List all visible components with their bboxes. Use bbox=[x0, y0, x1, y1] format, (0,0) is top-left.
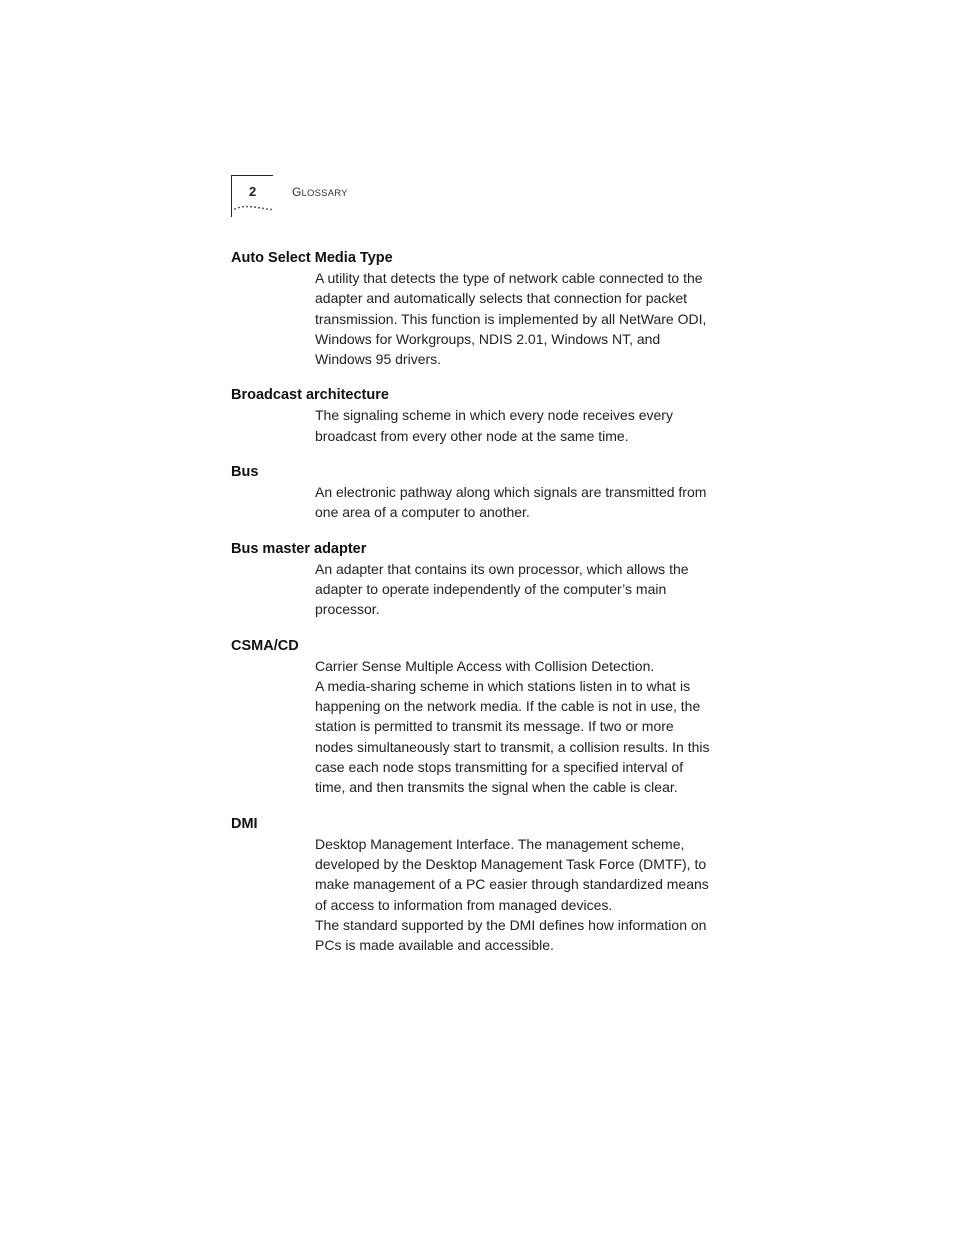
definition-paragraph: A utility that detects the type of network cable connected to the adapter and automatically selects that connection for packet transmission. This function is implemented by all NetWare ODI, Windows for Workgroups, NDIS 2.01, Windows NT, and Windows 95 drivers. bbox=[315, 270, 707, 368]
running-head-rest: LOSSARY bbox=[301, 188, 348, 199]
glossary-term: Auto Select Media Type bbox=[231, 250, 393, 266]
glossary-term: Broadcast architecture bbox=[231, 387, 389, 404]
glossary-definition bbox=[315, 405, 710, 446]
glossary-entry bbox=[231, 385, 711, 446]
running-head bbox=[292, 185, 348, 199]
definition-paragraph: Carrier Sense Multiple Access with Collision Detection. bbox=[315, 657, 655, 674]
page-header bbox=[231, 175, 431, 219]
glossary-entry bbox=[231, 248, 711, 369]
page-number: 2 bbox=[249, 184, 257, 199]
definition-paragraph: The standard supported by the DMI defines how information on PCs is made available and accessible. bbox=[315, 916, 707, 954]
definition-paragraph: A media-sharing scheme in which stations listen in to what is happening on the network media. If the cable is not in use, the station is permitted to transmit its message. If two or more nodes simultaneously start to transmit, a collision results. In this case each node stops transmitting for a specified interval of time, and then transmits the signal when the cable is clear. bbox=[315, 677, 710, 796]
definition-paragraph: An electronic pathway along which signals are transmitted from one area of a computer to another. bbox=[315, 484, 707, 521]
glossary-term: Bus master adapter bbox=[231, 540, 367, 557]
dotted-curve-decoration bbox=[233, 203, 275, 217]
definition-paragraph: An adapter that contains its own processor, which allows the adapter to operate independently of the computer’s main processor. bbox=[315, 560, 689, 618]
glossary-definition bbox=[315, 834, 710, 956]
glossary-list bbox=[231, 248, 711, 971]
glossary-term: CSMA/CD bbox=[231, 637, 299, 654]
glossary-entry bbox=[231, 539, 711, 620]
glossary-definition bbox=[315, 656, 710, 798]
definition-paragraph: Desktop Management Interface. The management scheme, developed by the Desktop Management Task Force (DMTF), to make management of a PC easier through standardized means of access to information from managed devices. bbox=[315, 835, 709, 913]
glossary-entry bbox=[231, 814, 711, 956]
glossary-definition bbox=[315, 482, 710, 523]
definition-paragraph: The signaling scheme in which every node receives every broadcast from every other node at the same time. bbox=[315, 407, 673, 444]
glossary-entry bbox=[231, 462, 711, 523]
glossary-definition bbox=[315, 559, 710, 620]
glossary-term: Bus bbox=[231, 464, 259, 481]
glossary-entry bbox=[231, 636, 711, 798]
running-head-initial: G bbox=[292, 185, 302, 199]
glossary-definition bbox=[315, 268, 710, 369]
glossary-term: DMI bbox=[231, 815, 258, 832]
